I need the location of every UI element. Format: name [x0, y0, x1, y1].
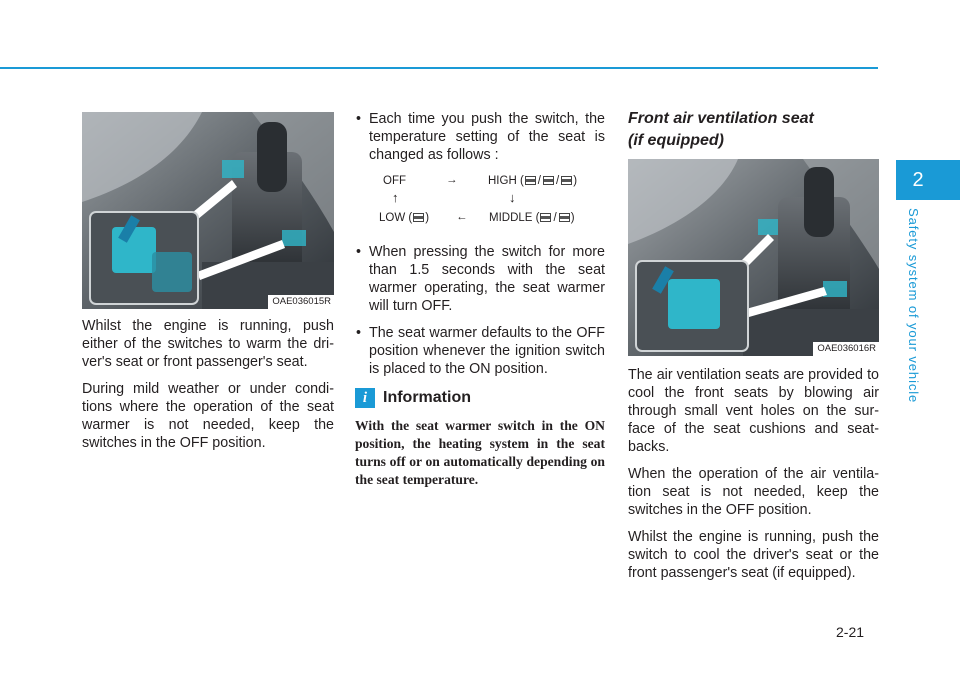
list-item: • Each time you push the switch, the temperature setting of the seat is changed as follows : — [356, 111, 605, 163]
photo-code: OAE036016R — [813, 342, 879, 356]
paragraph: Whilst the engine is running, push either of the switches to warm the dri-ver's seat or front passenger's seat. — [82, 318, 334, 370]
section-heading: Front air ventilation seat — [628, 110, 814, 127]
chapter-title: Safety system of your vehicle — [906, 208, 921, 404]
arrow-down: ↓ — [509, 190, 516, 205]
level-indicator-icon — [525, 176, 536, 185]
paragraph: When the operation of the air ventila-tion seat is not needed, keep the switches in the OFF position. — [628, 466, 879, 518]
information-header — [355, 387, 605, 409]
chapter-tab — [896, 160, 960, 200]
information-title: Information — [383, 389, 471, 406]
information-icon: i — [355, 388, 375, 408]
header-rule — [0, 67, 878, 69]
bullet-list — [355, 243, 605, 378]
page-number: 2-21 — [836, 624, 865, 640]
arrow-left: ← — [456, 211, 468, 223]
bullet-list — [355, 110, 605, 164]
right-column — [628, 108, 879, 591]
ventilation-switch-photo — [628, 159, 879, 356]
level-indicator-icon — [559, 213, 570, 222]
level-indicator-icon — [413, 213, 424, 222]
diagram-off: OFF — [383, 175, 406, 187]
paragraph: Whilst the engine is running, push the switch to cool the driver's seat or the front passenger's seat (if equipped). — [628, 529, 879, 581]
information-text: With the seat warmer switch in the ON position, the heating system in the seat turns off or on automatically depending on the seat temperature. — [355, 418, 605, 487]
paragraph: The air ventilation seats are provided to cool the front seats by blowing air through small vent holes on the sur-face of the seat cushions and seat-backs. — [628, 367, 879, 455]
diagram-middle: MIDDLE ( / ) — [489, 212, 575, 224]
photo-code: OAE036015R — [268, 295, 334, 309]
level-indicator-icon — [543, 176, 554, 185]
diagram-low: LOW ( ) — [379, 212, 430, 224]
level-indicator-icon — [540, 213, 551, 222]
section-heading-sub: (if equipped) — [628, 132, 724, 149]
list-item: • The seat warmer defaults to the OFF position whenever the ignition switch is placed to the ON position. — [356, 325, 605, 377]
middle-column — [355, 110, 605, 489]
diagram-high: HIGH ( / / ) — [488, 175, 578, 187]
paragraph: During mild weather or under condi-tions where the operation of the seat warmer is not needed, keep the switches in the OFF position. — [82, 381, 334, 451]
left-column — [82, 112, 334, 461]
arrow-right: → — [446, 174, 458, 186]
seat-warmer-switch-photo — [82, 112, 334, 309]
temperature-cycle-diagram — [355, 173, 605, 231]
list-item: • When pressing the switch for more than 1.5 seconds with the seat warmer operating, the seat warmer will turn OFF. — [356, 244, 605, 314]
chapter-number: 2 — [912, 169, 924, 191]
level-indicator-icon — [561, 176, 572, 185]
arrow-up: ↑ — [392, 190, 399, 205]
